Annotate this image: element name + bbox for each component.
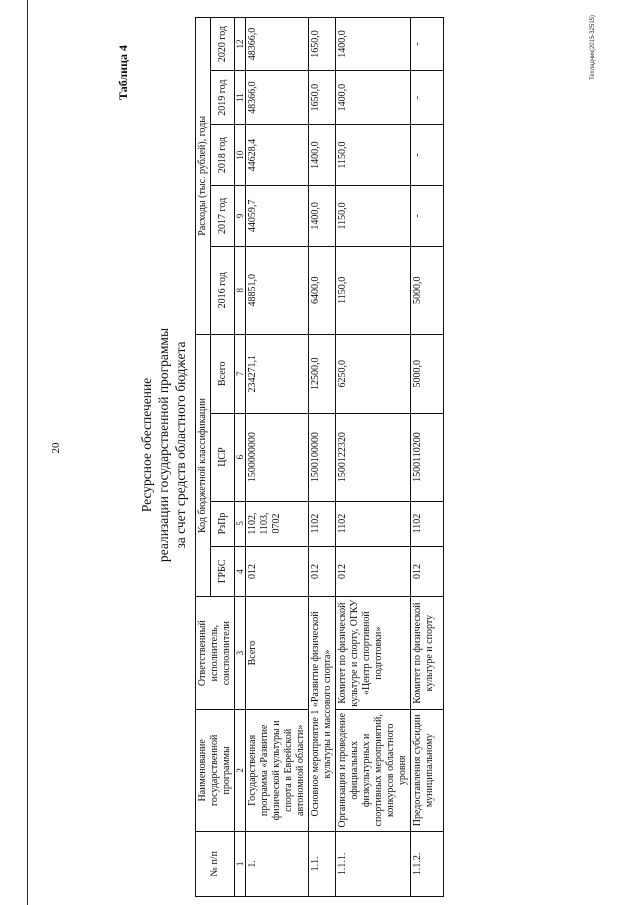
row-rzpr: 1102 [336,501,411,546]
row-executor: Всего [246,597,309,710]
column-index: 3 [235,597,246,710]
title-line: реализации государственной программы [156,327,171,563]
table-row [309,18,336,897]
row-num: 1. [246,831,309,896]
row-year-2018: - [411,125,444,186]
header-csr: ЦСР [211,413,235,501]
row-year-2020: 1650,0 [309,18,336,71]
row-csr: 1500110200 [411,413,444,501]
header-year: 2017 год [211,186,235,247]
header-grbs: ГРБС [211,546,235,597]
header-year: 2020 год [211,18,235,71]
row-num: 1.1. [309,831,336,896]
row-year-2020: 48366,0 [246,18,309,71]
row-year-2019: 1650,0 [309,71,336,125]
table-row [411,18,444,897]
row-year-2020: 1400,0 [336,18,411,71]
header-year: 2018 год [211,125,235,186]
header-program-name: Наименование государственной программы [196,709,235,831]
title-line: Ресурсное обеспечение [139,377,154,513]
row-executor: Комитет по физической культуре и спорту [411,597,444,710]
row-year-2017: 1400,0 [309,186,336,247]
row-num: 1.1.1. [336,831,411,896]
header-num: № п/п [196,831,235,896]
row-year-2019: 48366,0 [246,71,309,125]
table-row [336,18,411,897]
header-rzpr: РзПр [211,501,235,546]
row-year-2018: 1150,0 [336,125,411,186]
row-rzpr: 1102, 1103, 0702 [246,501,309,546]
column-index: 9 [235,186,246,247]
column-index: 7 [235,334,246,413]
column-index: 4 [235,546,246,597]
row-num: 1.1.2. [411,831,444,896]
row-name: Основное мероприятие 1 «Развитие физической культуры и массового спорта» [309,597,336,831]
header-total: Всего [211,334,235,413]
document-title [138,235,189,655]
row-name: Организация и проведение официальных физкультурных и спортивных мероприятий, конкурсов областного уровня [336,709,411,831]
row-year-2017: - [411,186,444,247]
table-label: Таблица 4 [116,45,130,100]
column-index: 11 [235,71,246,125]
row-name: Предоставления субсидии муниципальному [411,709,444,831]
column-index: 2 [235,709,246,831]
row-total: 12500,0 [309,334,336,413]
header-budget-code: Код бюджетной классификации [196,334,211,597]
row-total: 234271,1 [246,334,309,413]
column-index: 12 [235,18,246,71]
table-row [246,18,309,897]
row-year-2018: 44628,4 [246,125,309,186]
column-index: 1 [235,831,246,896]
column-index: 6 [235,413,246,501]
row-year-2019: 1400,0 [336,71,411,125]
header-row [196,18,211,897]
row-name: Государственная программа «Развитие физической культуры и спорта в Еврейской автономной области» [246,709,309,831]
row-csr: 1500100000 [309,413,336,501]
header-expenses: Расходы (тыс. рублей), годы [196,18,211,335]
row-executor: Комитет по физической культуре и спорту, ОГКУ «Центр спортивной подготовки» [336,597,411,710]
row-csr: 1500122320 [336,413,411,501]
resource-table [195,17,444,897]
row-year-2019: - [411,71,444,125]
row-year-2016: 5000,0 [411,246,444,334]
header-year: 2016 год [211,246,235,334]
column-index: 10 [235,125,246,186]
row-grbs: 012 [246,546,309,597]
row-grbs: 012 [411,546,444,597]
row-total: 6250,0 [336,334,411,413]
row-year-2016: 48851,0 [246,246,309,334]
page-number: 20 [50,442,62,454]
row-csr: 1500000000 [246,413,309,501]
row-year-2017: 1150,0 [336,186,411,247]
row-grbs: 012 [336,546,411,597]
column-index: 5 [235,501,246,546]
row-year-2017: 44059,7 [246,186,309,247]
title-line: за счет средств областного бюджета [173,341,188,549]
header-executor: Ответственный исполнитель, соисполнители [196,597,235,710]
row-grbs: 012 [309,546,336,597]
row-year-2020: - [411,18,444,71]
row-rzpr: 1102 [411,501,444,546]
row-year-2016: 1150,0 [336,246,411,334]
header-year: 2019 год [211,71,235,125]
row-year-2018: 1400,0 [309,125,336,186]
column-index: 8 [235,246,246,334]
row-rzpr: 1102 [309,501,336,546]
column-index-row [235,18,246,897]
row-total: 5000,0 [411,334,444,413]
row-year-2016: 6400,0 [309,246,336,334]
footer-note: Техладчик(2015-32515) [590,15,596,81]
